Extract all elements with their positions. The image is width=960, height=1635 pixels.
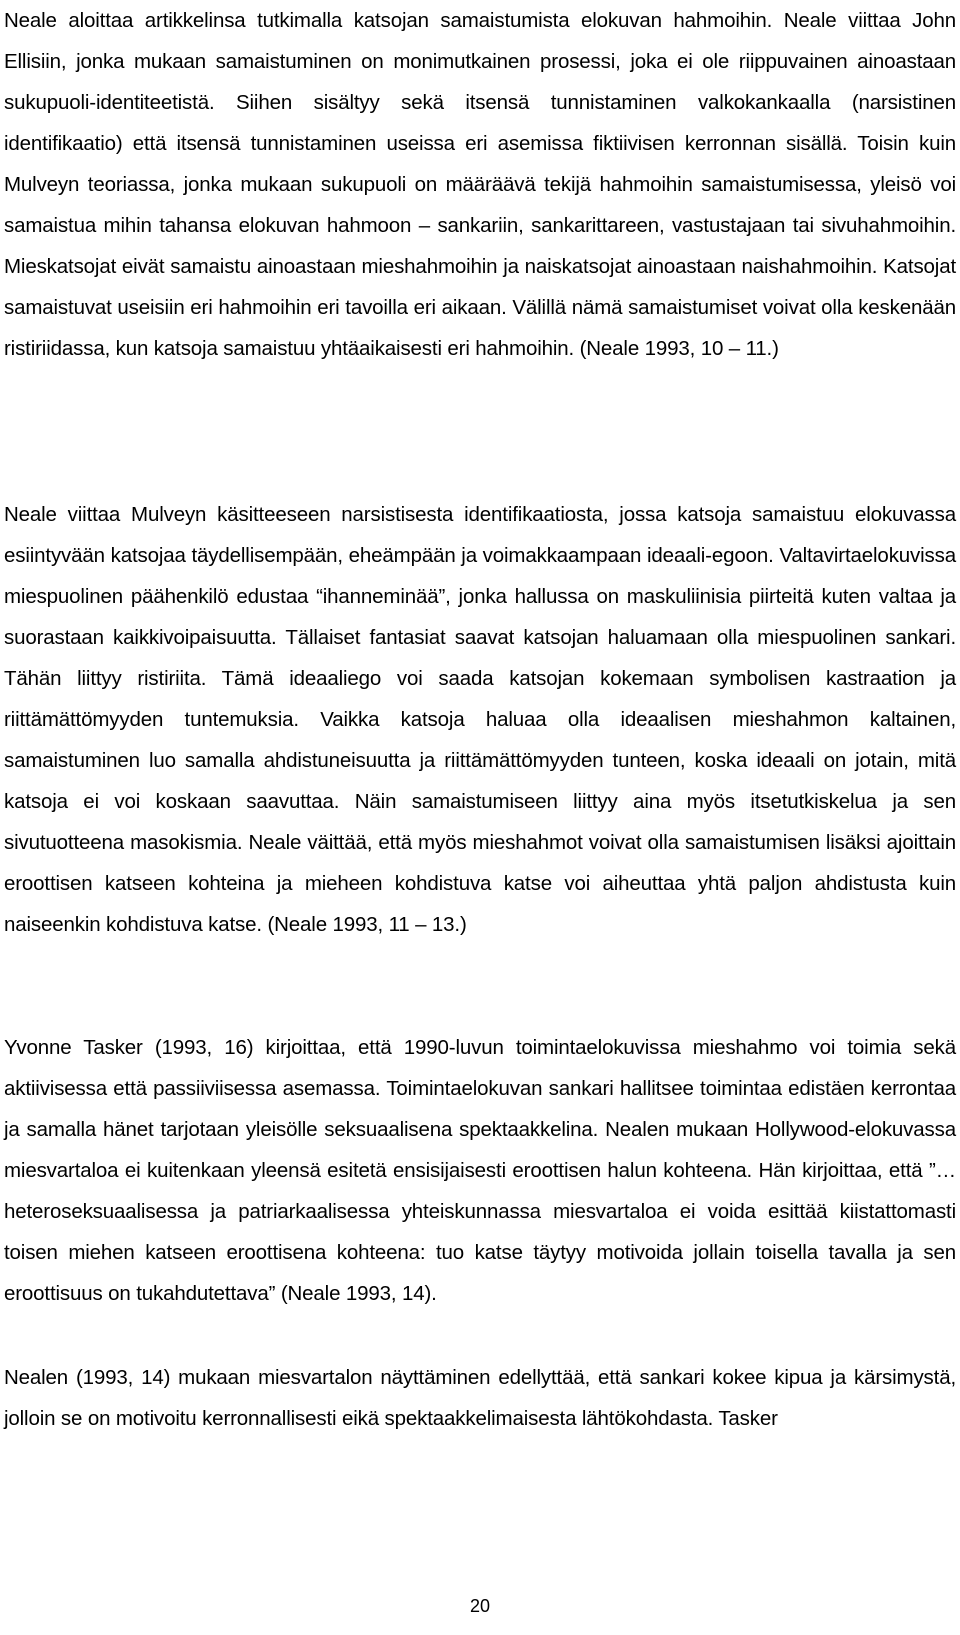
paragraph-identification: Neale aloittaa artikkelinsa tutkimalla katsojan samaistumista elokuvan hahmoihin. Neale viittaa John Ellisiin, jonka mukaan samaistuminen on monimutkainen prosessi, joka ei ole riippuvainen ainoastaan sukupuoli-identiteetistä. Siihen sisältyy sekä itsensä tunnistaminen valkokankaalla (narsistinen identifikaatio) että itsensä tunnistaminen useissa eri asemissa fiktiivisen kerronnan sisällä. Toisin kuin Mulveyn teoriassa, jonka mukaan sukupuoli on määräävä tekijä hahmoihin samaistumisessa, yleisö voi samaistua mihin tahansa elokuvan hahmoon – sankariin, sankarittareen, vastustajaan tai sivuhahmoihin. Mieskatsojat eivät samaistu ainoastaan mieshahmoihin ja naiskatsojat ainoastaan naishahmoihin. Katsojat samaistuvat useisiin eri hahmoihin eri tavoilla eri aikaan. Välillä nämä samaistumiset voivat olla keskenään ristiriidassa, kun katsoja samaistuu yhtäaikaisesti eri hahmoihin. (Neale 1993, 10 – 11.) [4, 9, 956, 360]
page-number: 20 [469, 1596, 491, 1616]
paragraph-tasker-action-films: Yvonne Tasker (1993, 16) kirjoittaa, että 1990-luvun toimintaelokuvissa mieshahmo voi toimia sekä aktiivisessa että passiiviisessa asemassa. Toimintaelokuvan sankari hallitsee toimintaa edistäen kerrontaa ja samalla hänet tarjotaan yleisölle seksuaalisena spektaakkelina. Nealen mukaan Hollywood-elokuvassa miesvartaloa ei kuitenkaan yleensä esitetä ensisijaisesti eroottisen halun kohteena. Hän kirjoittaa, että ”…heteroseksuaalisessa ja patriarkaalisessa yhteiskunnassa miesvartaloa ei voida esittää kiistattomasti toisen miehen katseen eroottisena kohteena: tuo katse täytyy motivoida jollain toisella tavalla ja sen eroottisuus on tukahdutettava” (Neale 1993, 14). [4, 1036, 956, 1305]
paragraph-narcissistic-identification: Neale viittaa Mulveyn käsitteeseen narsistisesta identifikaatiosta, jossa katsoja samaistuu elokuvassa esiintyvään katsojaa täydellisempään, eheämpään ja voimakkaampaan ideaali-egoon. Valtavirtaelokuvissa miespuolinen päähenkilö edustaa “ihanneminää”, jonka hallussa on maskuliinisia piirteitä kuten valtaa ja suorastaan kaikkivoipaisuutta. Tällaiset fantasiat saavat katsojan haluamaan olla miespuolinen sankari. Tähän liittyy ristiriita. Tämä ideaaliego voi saada katsojan kokemaan symbolisen kastraation ja riittämättömyyden tuntemuksia. Vaikka katsoja haluaa olla ideaalisen mieshahmon kaltainen, samaistuminen luo samalla ahdistuneisuutta ja riittämättömyyden tunteen, koska ideaali on jotain, mitä katsoja ei voi koskaan saavuttaa. Näin samaistumiseen liittyy aina myös itsetutkiskelua ja sen sivutuotteena masokismia. Neale väittää, että myös mieshahmot voivat olla samaistumisen lisäksi ajoittain eroottisen katseen kohteina ja mieheen kohdistuva katse voi aiheuttaa yhtä paljon ahdistusta kuin naiseenkin kohdistuva katse. (Neale 1993, 11 – 13.) [4, 503, 956, 936]
paragraph-male-body-display: Nealen (1993, 14) mukaan miesvartalon näyttäminen edellyttää, että sankari kokee kipua ja kärsimystä, jolloin se on motivoitu kerronnallisesti eikä spektaakkelimaisesta lähtökohdasta. Tasker [4, 1366, 956, 1430]
